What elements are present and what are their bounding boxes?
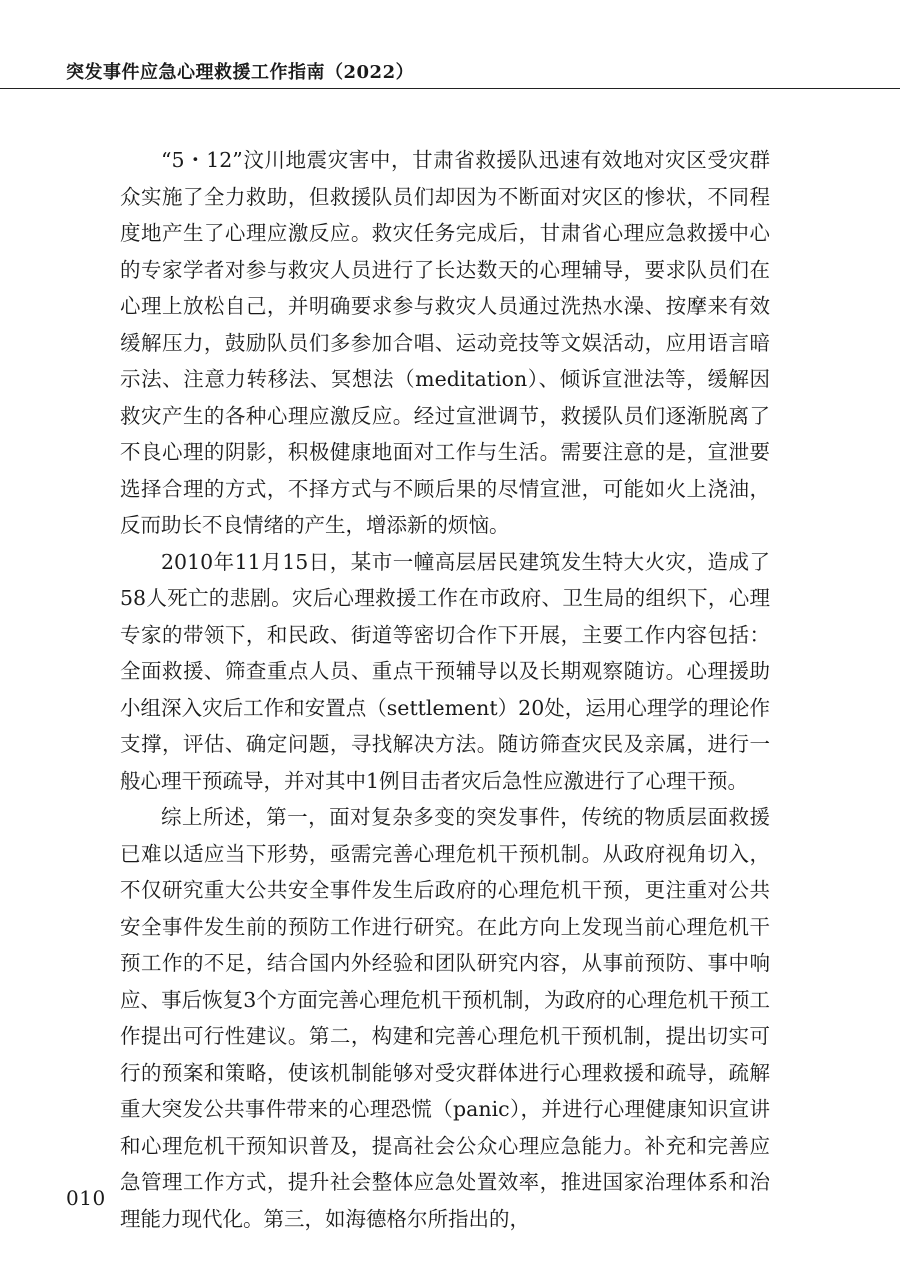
- paragraph: 综上所述，第一，面对复杂多变的突发事件，传统的物质层面救援已难以适应当下形势，亟需完善心理危机干预机制。从政府视角切入，不仅研究重大公共安全事件发生后政府的心理危机干预，更注重对公共安全事件发生前的预防工作进行研究。在此方向上发现当前心理危机干预工作的不足，结合国内外经验和团队研究内容，从事前预防、事中响应、事后恢复3个方面完善心理危机干预机制，为政府的心理危机干预工作提出可行性建议。第二，构建和完善心理危机干预机制，提出切实可行的预案和策略，使该机制能够对受灾群体进行心理救援和疏导，疏解重大突发公共事件带来的心理恐慌（panic），并进行心理健康知识宣讲和心理危机干预知识普及，提高社会公众心理应急能力。补充和完善应急管理工作方式，提升社会整体应急处置效率，推进国家治理体系和治理能力现代化。第三，如海德格尔所指出的，: [120, 805, 770, 1231]
- body-text: [120, 142, 770, 1237]
- paragraph: 2010年11月15日，某市一幢高层居民建筑发生特大火灾，造成了58人死亡的悲剧。灾后心理救援工作在市政府、卫生局的组织下，心理专家的带领下，和民政、街道等密切合作下开展，主要工作内容包括：全面救援、筛查重点人员、重点干预辅导以及长期观察随访。心理援助小组深入灾后工作和安置点（settlement）20处，运用心理学的理论作支撑，评估、确定问题，寻找解决方法。随访筛查灾民及亲属，进行一般心理干预疏导，并对其中1例目击者灾后急性应激进行了心理干预。: [120, 549, 770, 793]
- running-header-title: 突发事件应急心理救援工作指南（2022）: [66, 62, 415, 83]
- paragraph: “5・12”汶川地震灾害中，甘肃省救援队迅速有效地对灾区受灾群众实施了全力救助，但救援队员们却因为不断面对灾区的惨状，不同程度地产生了心理应激反应。救灾任务完成后，甘肃省心理应急救援中心的专家学者对参与救灾人员进行了长达数天的心理辅导，要求队员们在心理上放松自己，并明确要求参与救灾人员通过洗热水澡、按摩来有效缓解压力，鼓励队员们多参加合唱、运动竞技等文娱活动，应用语言暗示法、注意力转移法、冥想法（meditation）、倾诉宣泄法等，缓解因救灾产生的各种心理应激反应。经过宣泄调节，救援队员们逐渐脱离了不良心理的阴影，积极健康地面对工作与生活。需要注意的是，宣泄要选择合理的方式，不择方式与不顾后果的尽情宣泄，可能如火上浇油，反而助长不良情绪的产生，增添新的烦恼。: [120, 148, 770, 537]
- header-divider: [0, 88, 900, 89]
- page-number: 010: [66, 1186, 106, 1210]
